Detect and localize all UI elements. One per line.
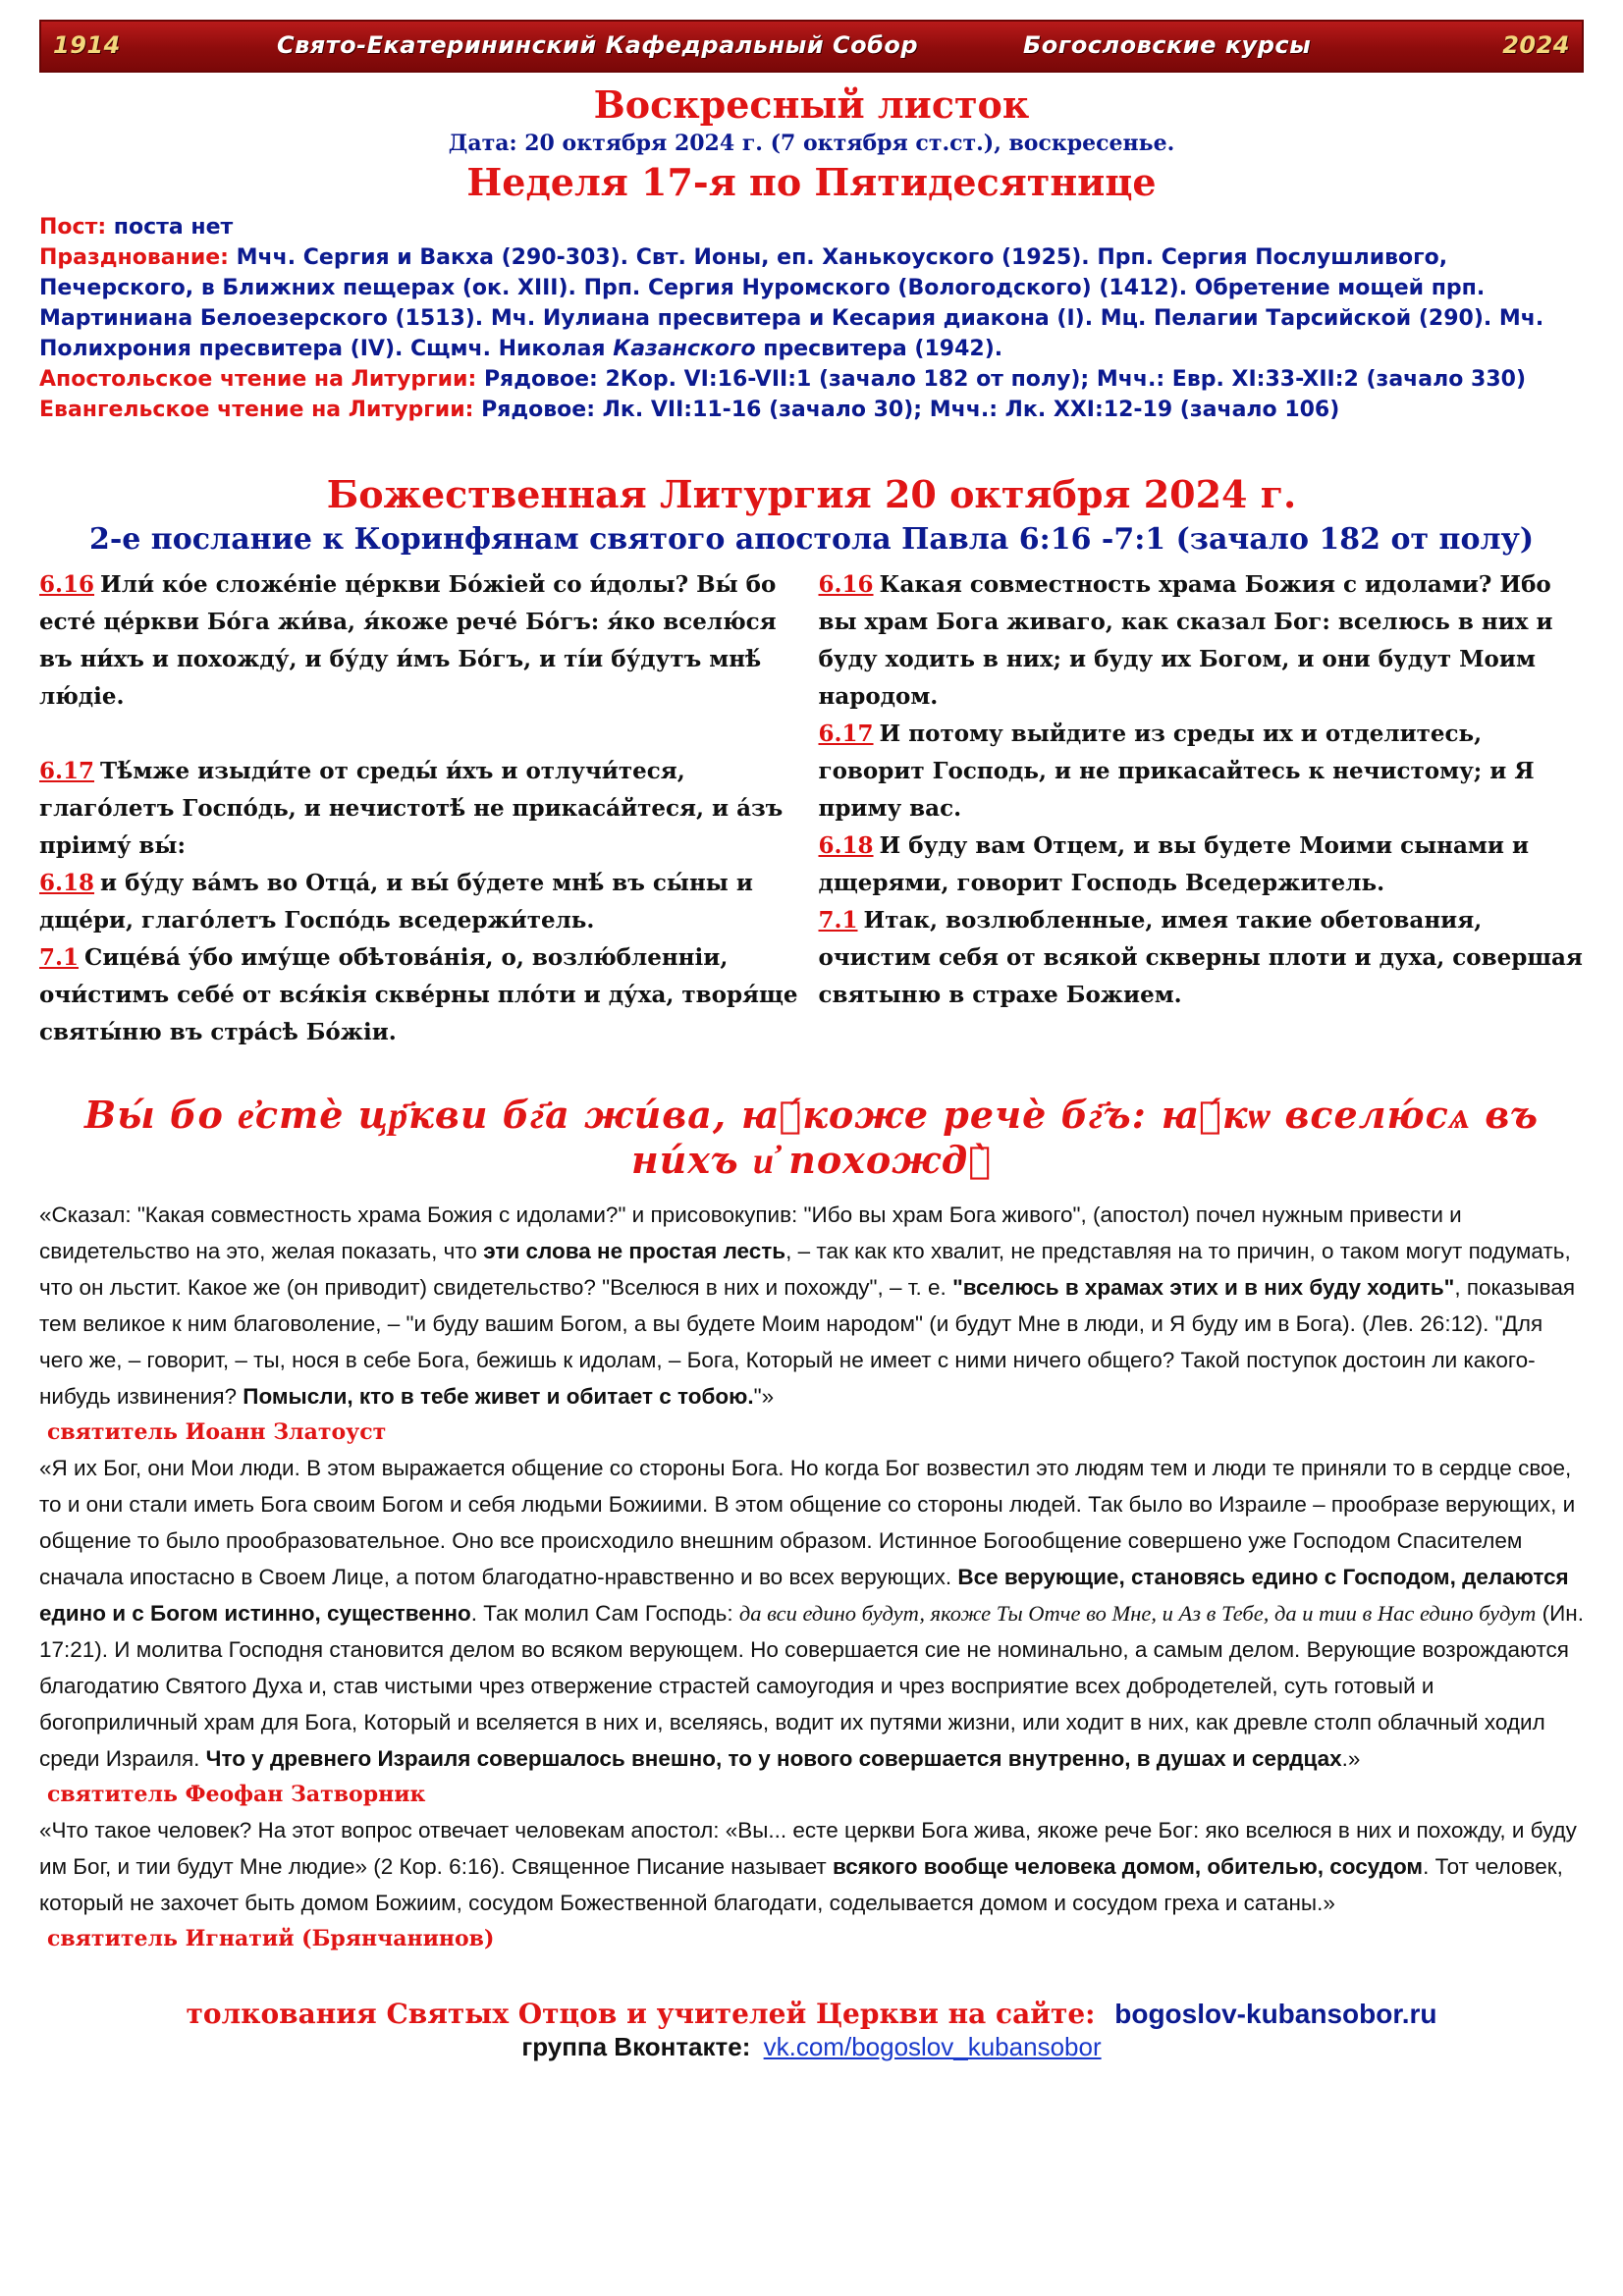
verse-text: И потому выйдите из среды их и отделитесь, говорит Господь, и не прикасайтесь к нечистому; и Я приму вас. — [818, 721, 1535, 822]
verse — [39, 939, 805, 1051]
verse-number-link[interactable]: 6.18 — [39, 870, 95, 896]
verse — [819, 902, 1585, 1014]
verse-number-link[interactable]: 6.16 — [39, 571, 95, 598]
footer-site-line — [39, 1998, 1584, 2030]
banner-year-right: 2024 — [1502, 31, 1570, 59]
commentary — [39, 1197, 1584, 1956]
liturgy-title: Божественная Литургия 20 октября 2024 г. — [326, 472, 1297, 516]
banner-title: Свято-Екатерининский Кафедральный Собор — [277, 31, 919, 59]
verse-text: Сице́ва́ у́бо иму́ще обѣтова́нія, о, возлю́бленніи, очи́стимъ себе́ от вся́кія скве́рны пло́ти и ду́ха, творя́ще святы́ню въ стра́сѣ Бо́жіи. — [39, 944, 798, 1045]
verse — [819, 828, 1585, 902]
fast-value: поста нет — [113, 215, 234, 240]
verse-text: Какая совместность храма Божия с идолами? Ибо вы храм Бога живаго, как сказал Бог: вселюсь в них и буду ходить в них; и буду их Богом, и они будут Моим народом. — [818, 571, 1553, 710]
verse — [39, 865, 805, 939]
week-title: Неделя 17-я по Пятидесятнице — [466, 160, 1157, 204]
verse-number-link[interactable]: 7.1 — [39, 944, 80, 971]
verse-number-link[interactable]: 6.17 — [818, 721, 874, 747]
slavonic-column — [39, 566, 805, 1051]
date-line: Дата: 20 октября 2024 г. (7 октября ст.ст.), воскресенье. — [448, 131, 1175, 156]
gospel-value: Рядовое: Лк. VII:11-16 (зачало 30); Мчч.: Лк. XXI:12-19 (зачало 106) — [481, 398, 1340, 422]
commentary-paragraph: «Я их Бог, они Мои люди. В этом выражается общение со стороны Бога. Но когда Бог возвестил это людям тем и люди те приняли то в сердце свое, то и они стали иметь Бога своим Богом и себя людьми Божиими. В этом общение со стороны людей. Так было во Израиле – прообразе верующих, и общение то было прообразовательное. Оно все происходило внешним образом. Истинное Богообщение совершено уже Господом Спасителем сначала ипостасно в Своем Лице, а потом благодатно-нравственно и во всех верующих. Все верующие, становясь едино с Господом, делаются едино и с Богом истинно, существенно. Так молил Сам Господь: да вси едино будут, якоже Ты Отче во Мне, и Аз в Тебе, да и тии в Нас едино будут (Ин. 17:21). И молитва Господня становится делом во всяком верующем. Но совершается сие не номинально, а самым делом. Верующие возрождаются благодатию Святого Духа и, став чистыми чрез отвержение страстей самоугодия и чрез восприятие всех добродетелей, суть готовый и богоприличный храм для Бога, Который и вселяется в них и, вселяясь, водит их путями жизни, или ходит в них, как древле столп облачный ходил среди Израиля. Что у древнего Израиля совершалось внешно, то у нового совершается внутренно, в душах и сердцах.» — [39, 1456, 1584, 1771]
feast-label: Празднование: — [39, 245, 229, 270]
banner-courses: Богословские курсы — [1023, 31, 1312, 59]
footer-vk-line — [39, 2032, 1584, 2062]
verse-number-link[interactable]: 6.17 — [39, 758, 95, 784]
header-banner — [39, 20, 1584, 73]
verse-text: И буду вам Отцем, и вы будете Моими сынами и дщерями, говорит Господь Вседержитель. — [818, 832, 1530, 896]
verse-number-link[interactable]: 6.18 — [818, 832, 874, 859]
verse — [819, 566, 1585, 716]
page-title: Воскресный листок — [593, 82, 1030, 127]
verse — [819, 716, 1585, 828]
vk-link[interactable]: vk.com/bogoslov_kubansobor — [763, 2032, 1102, 2061]
gospel-label: Евангельское чтение на Литургии: — [39, 398, 474, 422]
gospel-line — [39, 395, 1584, 425]
russian-column — [819, 566, 1585, 1051]
apostle-value: Рядовое: 2Кор. VI:16-VII:1 (зачало 182 от полу); Мчч.: Евр. XI:33-XII:2 (зачало 330) — [483, 367, 1526, 392]
apostle-label: Апостольское чтение на Литургии: — [39, 367, 477, 392]
feast-value: Мчч. Сергия и Вакха (290-303). Свт. Ионы, еп. Ханькоуского (1925). Прп. Сергия Послушливого, Печерского, в Ближних пещерах (ок. XIII). Прп. Сергия Нуромского (Вологодского) (1412). Обретение мощей прп. Мартиниана Белоезерского (1513). Мч. Иулиана пресвитера и Кесария диакона (I). Мц. Пелагии Тарсийской (290). Мч. Полихрония пресвитера (IV). Сщмч. Николая — [39, 245, 1544, 361]
feast-line — [39, 242, 1584, 364]
commentary-author: святитель Иоанн Златоуст — [47, 1419, 387, 1445]
verse-text: Итак, возлюбленные, имея такие обетования, очистим себя от всякой скверны плоти и духа, совершая святыню в страхе Божием. — [818, 907, 1583, 1008]
commentary-author: святитель Игнатий (Брянчанинов) — [47, 1926, 495, 1951]
epistle-title: 2-е послание к Коринфянам святого апостола Павла 6:16 -7:1 (зачало 182 от полу) — [88, 522, 1535, 557]
verse-text: Или́ ко́е сложе́ніе це́ркви Бо́жіей со и́долы? Вы́ бо есте́ це́ркви Бо́га жи́ва, я́коже рече́ Бо́гъ: я́ко вселю́ся въ ни́хъ и похожду́, и бу́ду и́мъ Бо́гъ, и ті́и бу́дутъ мнѣ́ лю́діе. — [39, 571, 777, 710]
info-block — [39, 212, 1584, 425]
apostle-line — [39, 364, 1584, 395]
site-link[interactable]: bogoslov-kubansobor.ru — [1114, 1999, 1437, 2029]
verse — [39, 566, 805, 716]
footer-vk-label: группа Вконтакте: — [521, 2032, 751, 2061]
footer-site-label: толкования Святых Отцов и учителей Церкви на сайте: — [186, 1998, 1096, 2030]
commentary-author: святитель Феофан Затворник — [47, 1782, 426, 1807]
verse-text: и бу́ду ва́мъ во Отца́, и вы́ бу́дете мнѣ́ въ сы́ны и дщéри, глаго́летъ Госпо́дь вседержи́тель. — [39, 870, 753, 934]
verse-text: Тѣ́мже изыди́те от среды́ и́хъ и отлучи́теся, глаго́летъ Госпо́дь, и нечистотѣ́ не прикаса́йтеся, и а́зъ пріиму́ вы́: — [39, 758, 784, 859]
slavonic-quote: Вы́ бо е҆стѐ цр҃кви бг҃а жи́ва, ꙗ҆́коже речѐ бг҃ъ: ꙗ҆́кѡ вселю́сѧ въ ни́хъ и҆ похождꙋ̀ — [83, 1093, 1540, 1182]
commentary-paragraph: «Что такое человек? На этот вопрос отвечает человекам апостол: «Вы... есте церкви Бога жива, якоже рече Бог: яко вселюся в них и похожду, и буду им Бог, и тии будут Мне людие» (2 Кор. 6:16). Священное Писание называет всякого вообще человека домом, обителью, сосудом. Тот человек, который не захочет быть домом Божиим, сосудом Божественной благодати, соделывается домом и сосудом греха и сатаны.» — [39, 1818, 1577, 1915]
fast-label: Пост: — [39, 215, 107, 240]
fast-line — [39, 212, 1584, 242]
commentary-paragraph: «Сказал: "Какая совместность храма Божия с идолами?" и присовокупив: "Ибо вы храм Бога живого", (апостол) почел нужным привести и свидетельство на это, желая показать, что эти слова не простая лесть, – так как кто хвалит, не представляя на то причин, о таком могут подумать, что он льстит. Какое же (он приводит) свидетельство? "Вселюся в них и похожду", – т. е. "вселюсь в храмах этих и в них буду ходить", показывая тем великое к ним благоволение, – "и буду вашим Богом, а вы будете Моим народом" (и будут Мне в люди, и Я буду им в Бога). (Лев. 26:12). "Для чего же, – говорит, – ты, нося в себе Бога, бежишь к идолам, – Бога, Который не имеет с ними ничего общего? Такой поступок достоин ли какого-нибудь извинения? Помысли, кто в тебе живет и обитает с тобою."» — [39, 1202, 1576, 1409]
verse — [39, 753, 805, 865]
verse-number-link[interactable]: 7.1 — [818, 907, 858, 934]
verse-number-link[interactable]: 6.16 — [818, 571, 874, 598]
epistle-columns — [39, 566, 1584, 1051]
banner-year-left: 1914 — [53, 31, 121, 59]
feast-value-italic: Казанского — [613, 337, 756, 361]
feast-value-end: пресвитера (1942). — [763, 337, 1003, 361]
page — [39, 20, 1584, 2062]
